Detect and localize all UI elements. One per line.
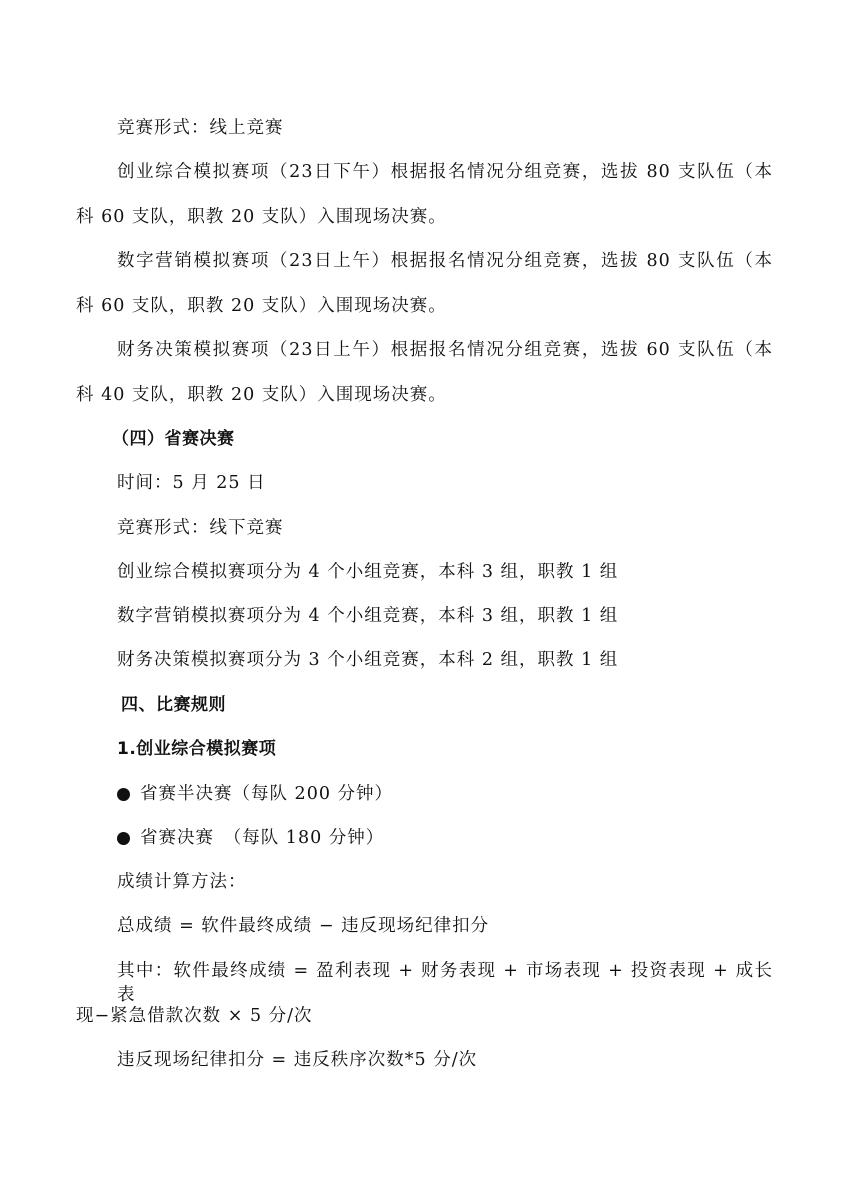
competition-format-online: 竞赛形式：线上竞赛 — [117, 118, 284, 138]
paragraph-text: 数字营销模拟赛项（23日上午）根据报名情况分组竞赛，选拔 80 支队伍（本 — [117, 251, 773, 271]
paragraph-digital-marketing-line2: 科 60 支队，职教 20 支队）入围现场决赛。 — [76, 296, 447, 316]
entrepreneurship-groups: 创业综合模拟赛项分为 4 个小组竞赛，本科 3 组，职教 1 组 — [117, 562, 619, 582]
paragraph-entrepreneurship-line2: 科 60 支队，职教 20 支队）入围现场决赛。 — [76, 207, 447, 227]
paragraph-entrepreneurship-line1 — [117, 160, 773, 184]
paragraph-text: 其中：软件最终成绩 = 盈利表现 + 财务表现 + 市场表现 + 投资表现 + 成长表 — [117, 961, 773, 1005]
competition-format-offline: 竞赛形式：线下竞赛 — [117, 518, 284, 538]
bullet-text: 省赛半决赛（每队 200 分钟） — [140, 784, 394, 804]
filled-circle-bullet-icon — [117, 832, 130, 845]
paragraph-finance-decision-line2: 科 40 支队，职教 20 支队）入围现场决赛。 — [76, 385, 447, 405]
final-date: 时间：5 月 25 日 — [117, 473, 266, 493]
section-heading-provincial-final: （四）省赛决赛 — [112, 429, 235, 449]
bullet-item-final — [117, 826, 384, 850]
bullet-item-semifinal — [117, 782, 393, 806]
score-method-label: 成绩计算方法： — [117, 872, 247, 892]
paragraph-digital-marketing-line1 — [117, 249, 773, 273]
bullet-text: 省赛决赛 （每队 180 分钟） — [140, 828, 385, 848]
software-score-formula-line2: 现−紧急借款次数 × 5 分/次 — [76, 1006, 313, 1026]
paragraph-finance-decision-line1 — [117, 338, 773, 362]
chapter-heading-rules: 四、比赛规则 — [121, 695, 226, 715]
discipline-deduction-formula: 违反现场纪律扣分 = 违反秩序次数*5 分/次 — [117, 1050, 478, 1070]
subsection-heading-entrepreneurship: 1.创业综合模拟赛项 — [117, 739, 277, 759]
paragraph-text: 创业综合模拟赛项（23日下午）根据报名情况分组竞赛，选拔 80 支队伍（本 — [117, 162, 773, 182]
digital-marketing-groups: 数字营销模拟赛项分为 4 个小组竞赛，本科 3 组，职教 1 组 — [117, 606, 619, 626]
total-score-formula: 总成绩 = 软件最终成绩 − 违反现场纪律扣分 — [117, 916, 490, 936]
finance-decision-groups: 财务决策模拟赛项分为 3 个小组竞赛，本科 2 组，职教 1 组 — [117, 650, 619, 670]
filled-circle-bullet-icon — [117, 788, 130, 801]
software-score-formula-line1 — [117, 959, 773, 1007]
paragraph-text: 财务决策模拟赛项（23日上午）根据报名情况分组竞赛，选拔 60 支队伍（本 — [117, 340, 773, 360]
